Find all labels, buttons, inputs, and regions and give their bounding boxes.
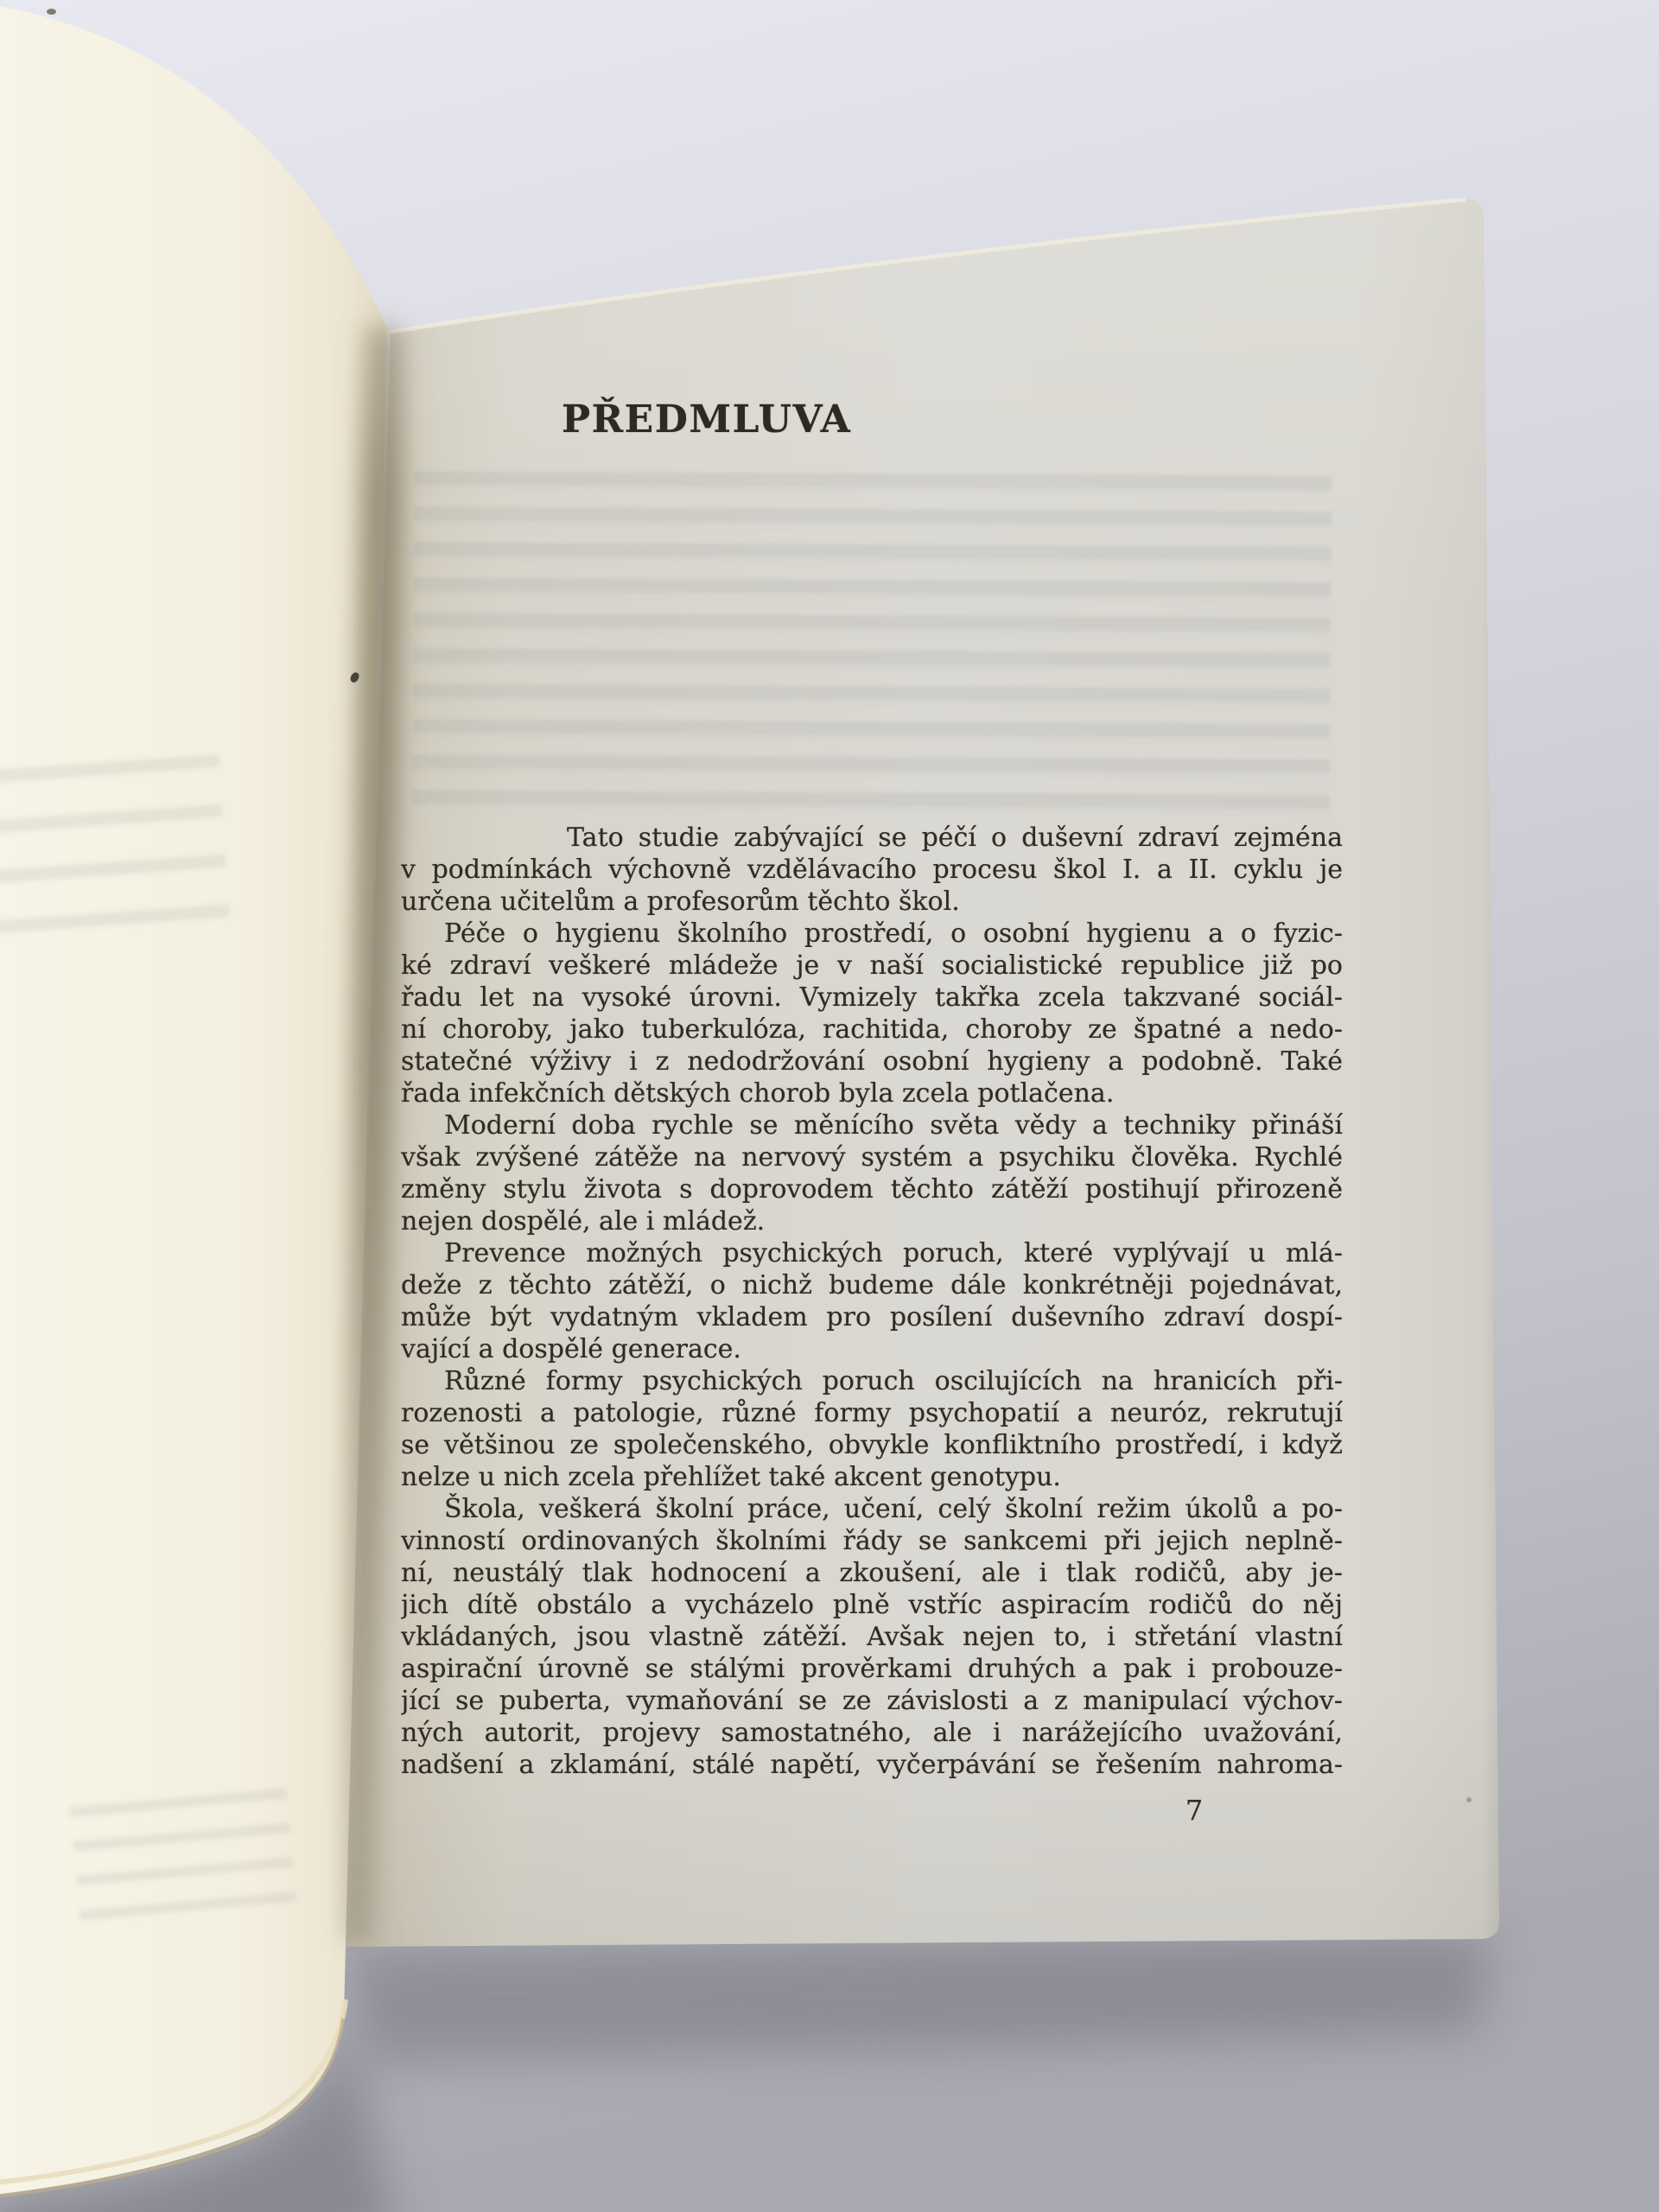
text-line: nadšení a zklamání, stálé napětí, vyčerpávání se řešením nahroma- <box>401 1750 1343 1780</box>
text-line: nelze u nich zcela přehlížet také akcent genotypu. <box>401 1462 1061 1492</box>
text-line: vinností ordinovaných školními řády se sankcemi při jejich neplně- <box>401 1526 1343 1556</box>
text-line: řada infekčních dětských chorob byla zcela potlačena. <box>401 1078 1115 1109</box>
verso-page-stack <box>0 5 387 2195</box>
text-line: Moderní doba rychle se měnícího světa vědy a techniky přináší <box>444 1110 1343 1141</box>
text-line: Různé formy psychických poruch oscilujících na hranicích při- <box>444 1366 1343 1396</box>
text-line: řadu let na vysoké úrovni. Vymizely takřka zcela takzvané sociál- <box>401 982 1343 1013</box>
text-line: ní choroby, jako tuberkulóza, rachitida, choroby ze špatné a nedo- <box>401 1014 1343 1045</box>
text-line: nejen dospělé, ale i mládež. <box>401 1206 766 1236</box>
text-line: Prevence možných psychických poruch, které vyplývají u mlá- <box>444 1238 1343 1268</box>
text-line: Péče o hygienu školního prostředí, o osobní hygienu a o fyzic- <box>444 918 1343 949</box>
text-line: deže z těchto zátěží, o nichž budeme dále konkrétněji pojednávat, <box>401 1270 1343 1300</box>
text-line: vající a dospělé generace. <box>401 1334 741 1364</box>
text-line: v podmínkách výchovně vzdělávacího procesu škol I. a II. cyklu je <box>401 855 1343 885</box>
text-line: rozenosti a patologie, různé formy psychopatií a neuróz, rekrutují <box>401 1398 1343 1428</box>
body-text <box>401 822 1343 1781</box>
text-line: ných autorit, projevy samostatného, ale i narážejícího uvažování, <box>401 1718 1343 1748</box>
text-line: Tato studie zabývající se péčí o duševní zdraví zejména <box>567 823 1343 853</box>
text-line: může být vydatným vkladem pro posílení duševního zdraví dospí- <box>401 1302 1343 1332</box>
text-line: vkládaných, jsou vlastně zátěží. Avšak nejen to, i střetání vlastní <box>401 1622 1343 1652</box>
text-line: aspirační úrovně se stálými prověrkami druhých a pak i probouze- <box>401 1654 1343 1684</box>
text-line: Škola, veškerá školní práce, učení, celý školní režim úkolů a po- <box>444 1494 1343 1524</box>
text-line: určena učitelům a profesorům těchto škol. <box>401 887 960 917</box>
page-number: 7 <box>1185 1794 1204 1827</box>
text-line: ní, neustálý tlak hodnocení a zkoušení, ale i tlak rodičů, aby je- <box>401 1558 1343 1588</box>
text-line: ké zdraví veškeré mládeže je v naší socialistické republice již po <box>401 950 1343 981</box>
text-line: se většinou ze společenského, obvykle konfliktního prostředí, i když <box>401 1430 1343 1460</box>
text-line: statečné výživy i z nedodržování osobní hygieny a podobně. Také <box>401 1046 1343 1077</box>
text-line: však zvýšené zátěže na nervový systém a psychiku člověka. Rychlé <box>401 1142 1343 1173</box>
text-line: jící se puberta, vymaňování se ze závislosti a z manipulací výchov- <box>401 1686 1343 1716</box>
chapter-title: PŘEDMLUVA <box>562 397 852 442</box>
text-line: změny stylu života s doprovodem těchto zátěží postihují přirozeně <box>401 1174 1343 1205</box>
text-line: jich dítě obstálo a vycházelo plně vstříc aspiracím rodičů do něj <box>401 1590 1343 1620</box>
